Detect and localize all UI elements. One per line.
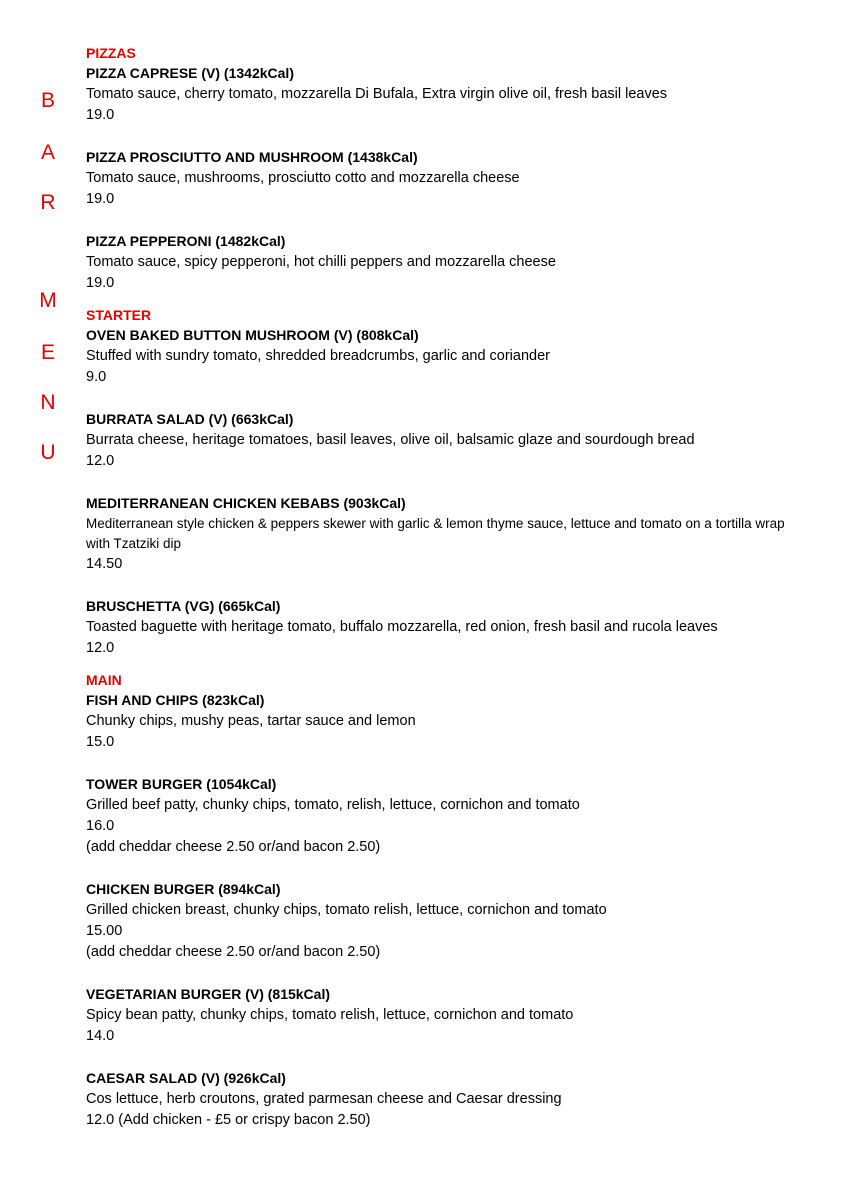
- item-name: BRUSCHETTA (VG) (665kCal): [86, 598, 281, 614]
- menu-item: [86, 409, 806, 472]
- side-letter: R: [40, 191, 56, 214]
- item-note: (add cheddar cheese 2.50 or/and bacon 2.50): [86, 839, 381, 855]
- item-price: 16.0: [86, 818, 115, 834]
- menu-item: [86, 690, 806, 753]
- item-name: CAESAR SALAD (V) (926kCal): [86, 1070, 286, 1086]
- menu-item: [86, 774, 806, 858]
- side-letter: E: [40, 341, 55, 364]
- item-description: Cos lettuce, herb croutons, grated parmesan cheese and Caesar dressing: [86, 1091, 562, 1107]
- item-note: (add cheddar cheese 2.50 or/and bacon 2.50): [86, 944, 381, 960]
- menu-section-pizzas: [86, 44, 806, 294]
- item-name: BURRATA SALAD (V) (663kCal): [86, 411, 294, 427]
- item-name: PIZZA CAPRESE (V) (1342kCal): [86, 65, 294, 81]
- item-description: Spicy bean patty, chunky chips, tomato relish, lettuce, cornichon and tomato: [86, 1007, 574, 1023]
- item-description: Burrata cheese, heritage tomatoes, basil leaves, olive oil, balsamic glaze and sourdough bread: [86, 432, 695, 448]
- side-letter: B: [40, 89, 55, 112]
- menu-item: [86, 596, 806, 659]
- item-price: 19.0: [86, 191, 115, 207]
- item-price: 19.0: [86, 275, 115, 291]
- item-price: 14.50: [86, 556, 123, 572]
- item-name: FISH AND CHIPS (823kCal): [86, 692, 265, 708]
- item-description: Stuffed with sundry tomato, shredded breadcrumbs, garlic and coriander: [86, 348, 550, 364]
- item-description: Grilled chicken breast, chunky chips, tomato relish, lettuce, cornichon and tomato: [86, 902, 607, 918]
- item-description: Tomato sauce, spicy pepperoni, hot chilli peppers and mozzarella cheese: [86, 254, 556, 270]
- menu-section-starter: [86, 306, 806, 659]
- side-letter: U: [40, 441, 56, 464]
- menu-item: [86, 879, 806, 963]
- item-price: 19.0: [86, 107, 115, 123]
- side-letter: N: [40, 391, 56, 414]
- item-name: PIZZA PEPPERONI (1482kCal): [86, 233, 286, 249]
- section-title: MAIN: [86, 672, 122, 688]
- item-name: OVEN BAKED BUTTON MUSHROOM (V) (808kCal): [86, 327, 419, 343]
- item-description: Chunky chips, mushy peas, tartar sauce and lemon: [86, 713, 416, 729]
- item-price: 12.0: [86, 640, 115, 656]
- section-title: STARTER: [86, 307, 152, 323]
- item-price: 12.0 (Add chicken - £5 or crispy bacon 2.50): [86, 1112, 371, 1128]
- item-name: PIZZA PROSCIUTTO AND MUSHROOM (1438kCal): [86, 149, 418, 165]
- menu-item: [86, 147, 806, 210]
- menu-section-main: [86, 671, 806, 1131]
- item-name: VEGETARIAN BURGER (V) (815kCal): [86, 986, 331, 1002]
- item-description: Toasted baguette with heritage tomato, buffalo mozzarella, red onion, fresh basil and rucola leaves: [86, 619, 718, 635]
- side-letter: A: [40, 141, 55, 164]
- menu-item: [86, 63, 806, 126]
- menu-item: [86, 1068, 806, 1131]
- item-description: Grilled beef patty, chunky chips, tomato, relish, lettuce, cornichon and tomato: [86, 797, 580, 813]
- side-letter: M: [39, 289, 57, 312]
- menu-item: [86, 984, 806, 1047]
- item-price: 15.00: [86, 923, 123, 939]
- menu-item: [86, 325, 806, 388]
- item-price: 14.0: [86, 1028, 115, 1044]
- menu-list: [86, 44, 806, 1143]
- item-name: CHICKEN BURGER (894kCal): [86, 881, 281, 897]
- item-price: 15.0: [86, 734, 115, 750]
- item-description: Tomato sauce, cherry tomato, mozzarella Di Bufala, Extra virgin olive oil, fresh basil leaves: [86, 86, 668, 102]
- menu-item: [86, 231, 806, 294]
- item-name: TOWER BURGER (1054kCal): [86, 776, 277, 792]
- item-name: MEDITERRANEAN CHICKEN KEBABS (903kCal): [86, 495, 406, 511]
- section-title: PIZZAS: [86, 45, 136, 61]
- item-description: Mediterranean style chicken & peppers skewer with garlic & lemon thyme sauce, lettuce and tomato on a tortilla wrap with Tzatziki dip: [86, 516, 785, 551]
- item-price: 12.0: [86, 453, 115, 469]
- item-description: Tomato sauce, mushrooms, prosciutto cotto and mozzarella cheese: [86, 170, 520, 186]
- menu-item: [86, 493, 806, 575]
- item-price: 9.0: [86, 369, 107, 385]
